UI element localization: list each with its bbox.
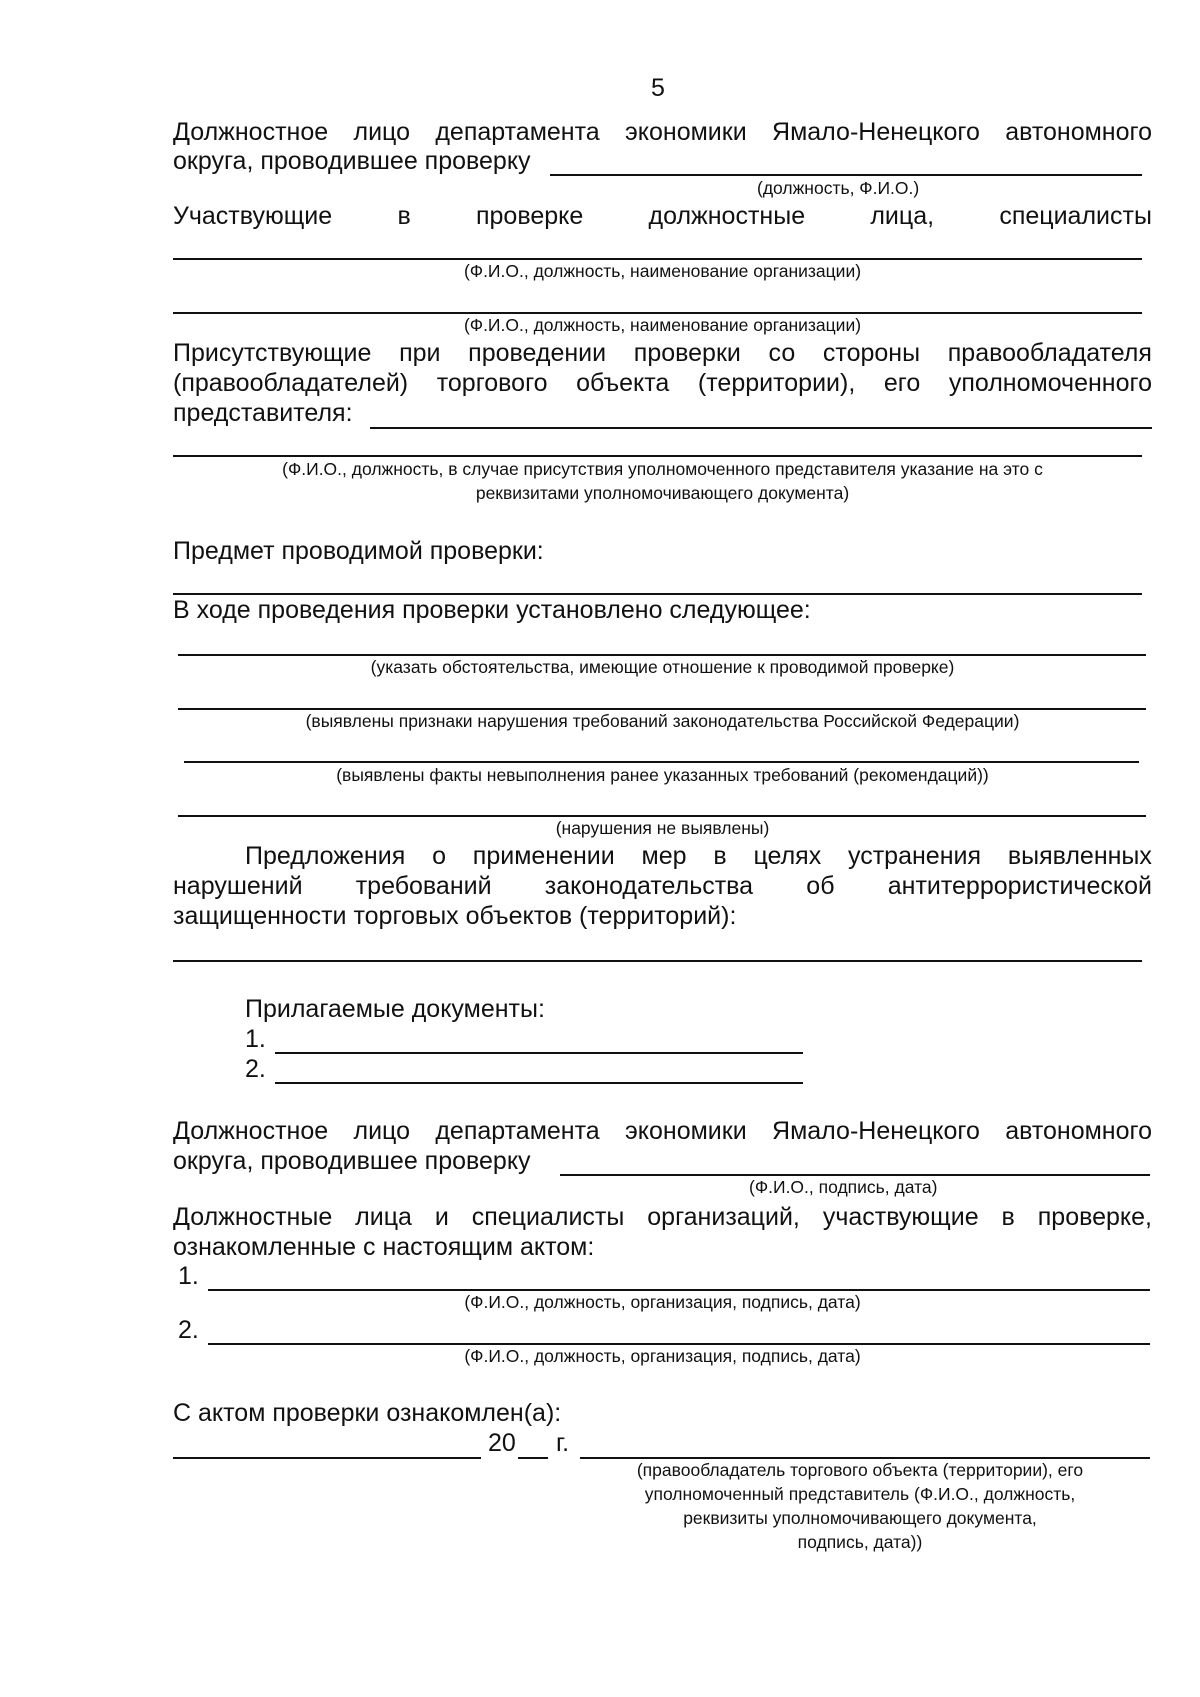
acquainted-official-caption-1: (Ф.И.О., должность, организация, подпись, дата) [464, 1292, 861, 1312]
findings-caption-3: (выявлены факты невыполнения ранее указанных требований (рекомендаций)) [336, 765, 989, 785]
present-line-3: представителя: [173, 399, 353, 427]
present-fill-line-2[interactable] [173, 455, 1142, 457]
findings-label: В ходе проведения проверки установлено следующее: [173, 596, 811, 624]
findings-fill-line-2[interactable] [178, 708, 1146, 710]
acquainted-year-prefix: 20 [488, 1429, 516, 1457]
present-line-2: (правообладателей) торгового объекта (территории), его уполномоченного [173, 369, 1152, 397]
subject-fill-line[interactable] [173, 593, 1142, 595]
present-caption-1: (Ф.И.О., должность, в случае присутствия уполномоченного представителя указание на это с [282, 459, 1043, 479]
acquainted-caption-3: реквизиты уполномочивающего документа, [683, 1508, 1037, 1528]
acquainted-year-suffix: г. [556, 1429, 570, 1457]
proposals-line-1: Предложения о применении мер в целях устранения выявленных [245, 842, 1152, 870]
present-line-1: Присутствующие при проведении проверки со стороны правообладателя [173, 339, 1152, 367]
present-fill-line-1[interactable] [370, 427, 1152, 429]
official-sign-fill-line[interactable] [560, 1174, 1150, 1176]
attachment-number-2: 2. [245, 1055, 266, 1083]
official-line-2: округа, проводившее проверку [173, 147, 531, 175]
acquainted-official-number-1: 1. [178, 1262, 199, 1290]
acquainted-year-fill-line[interactable] [518, 1457, 548, 1459]
findings-fill-line-4[interactable] [178, 815, 1146, 817]
acquainted-caption-4: подпись, дата)) [797, 1532, 923, 1552]
official-sign-line-1: Должностное лицо департамента экономики Ямало-Ненецкого автономного [173, 1117, 1152, 1145]
attachment-number-1: 1. [245, 1025, 266, 1053]
official-sign-caption: (Ф.И.О., подпись, дата) [749, 1177, 938, 1197]
attachments-label: Прилагаемые документы: [245, 995, 545, 1023]
attachment-fill-line-2[interactable] [275, 1082, 803, 1084]
official-line-1: Должностное лицо департамента экономики Ямало-Ненецкого автономного [173, 118, 1152, 146]
proposals-fill-line[interactable] [173, 960, 1142, 962]
page-number: 5 [651, 74, 665, 102]
attachment-fill-line-1[interactable] [275, 1052, 803, 1054]
subject-label: Предмет проводимой проверки: [173, 537, 544, 565]
findings-fill-line-3[interactable] [184, 761, 1139, 763]
acquainted-caption-1: (правообладатель торгового объекта (территории), его [636, 1460, 1084, 1480]
acquainted-officials-line-1: Должностные лица и специалисты организаций, участвующие в проверке, [173, 1203, 1152, 1231]
proposals-line-3: защищенности торговых объектов (территорий): [173, 902, 737, 930]
findings-caption-2: (выявлены признаки нарушения требований законодательства Российской Федерации) [305, 711, 1020, 731]
acquainted-caption-2: уполномоченный представитель (Ф.И.О., должность, [644, 1484, 1076, 1504]
acquainted-official-fill-line-1[interactable] [208, 1289, 1150, 1291]
acquainted-sign-fill-line[interactable] [580, 1457, 1150, 1459]
participants-caption-1: (Ф.И.О., должность, наименование организации) [463, 261, 862, 281]
participants-line-1: Участвующие в проверке должностные лица, специалисты [173, 202, 1152, 230]
acquainted-date-fill-line[interactable] [173, 1457, 481, 1459]
acquainted-official-number-2: 2. [178, 1316, 199, 1344]
official-sign-line-2: округа, проводившее проверку [173, 1147, 531, 1175]
findings-fill-line-1[interactable] [178, 654, 1146, 656]
acquainted-label: С актом проверки ознакомлен(а): [173, 1399, 562, 1427]
present-caption-2: реквизитами уполномочивающего документа) [475, 483, 850, 503]
findings-caption-4: (нарушения не выявлены) [555, 818, 770, 838]
acquainted-official-fill-line-2[interactable] [208, 1343, 1150, 1345]
proposals-line-2: нарушений требований законодательства об антитеррористической [173, 872, 1152, 900]
participants-fill-line-2[interactable] [173, 312, 1142, 314]
acquainted-official-caption-2: (Ф.И.О., должность, организация, подпись, дата) [464, 1346, 861, 1366]
official-caption: (должность, Ф.И.О.) [757, 178, 920, 198]
findings-caption-1: (указать обстоятельства, имеющие отношение к проводимой проверке) [370, 657, 955, 677]
participants-fill-line-1[interactable] [173, 258, 1142, 260]
official-fill-line[interactable] [550, 174, 1142, 176]
participants-caption-2: (Ф.И.О., должность, наименование организации) [463, 315, 862, 335]
acquainted-officials-line-2: ознакомленные с настоящим актом: [173, 1233, 595, 1261]
